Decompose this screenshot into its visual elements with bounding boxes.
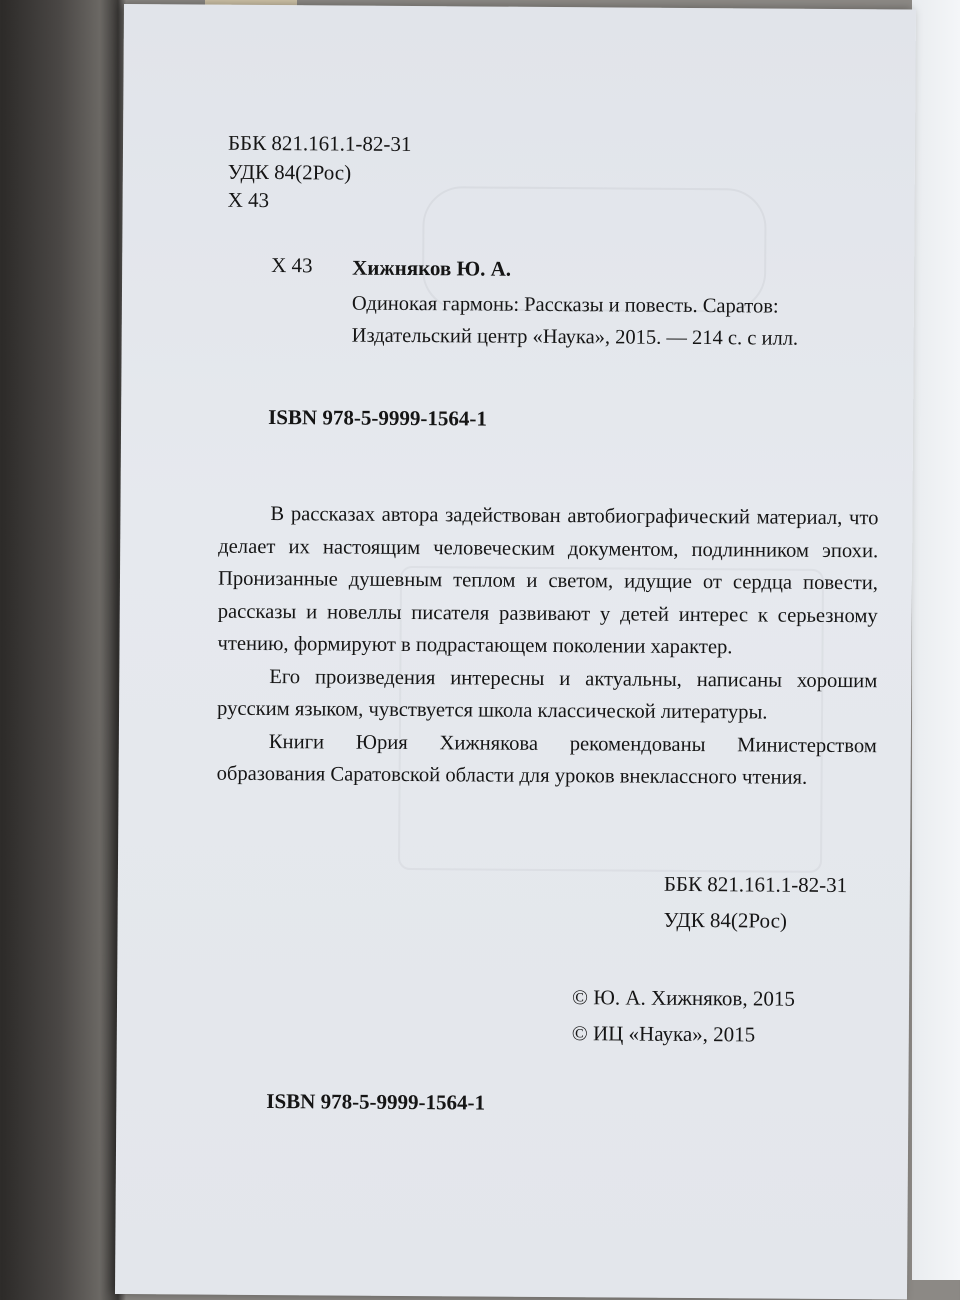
publisher-line: Издательский центр «Наука», 2015. — 214 с. с илл. [351, 324, 799, 350]
author-name: Хижняков Ю. А. [352, 255, 512, 281]
author-mark-top: Х 43 [227, 187, 270, 213]
author-mark-entry: Х 43 [271, 253, 313, 278]
udk-code-top: УДК 84(2Рос) [227, 159, 352, 185]
udk-code-bottom: УДК 84(2Рос) [663, 907, 788, 933]
annotation-paragraph-1: В рассказах автора задействован автобиографический материал, что делает их настоящим человеческим документом, подлинником эпохи. Пронизанные душевным теплом и светом, идущие от сердца повести, рассказы и новеллы писателя развивают у детей интерес к серьезному чтению, формируют в подрастающем поколении характер. [217, 503, 879, 659]
annotation-paragraph-2: Его произведения интересны и актуальны, написаны хорошим русским языком, чувствуется школа классической литературы. [217, 665, 878, 724]
annotation [217, 498, 879, 795]
title-line: Одинокая гармонь: Рассказы и повесть. Саратов: [351, 292, 779, 318]
bbk-code-top: ББК 821.161.1-82-31 [227, 130, 412, 157]
isbn-top: ISBN 978-5-9999-1564-1 [268, 405, 487, 431]
book-page [115, 4, 916, 1299]
copyright-author: © Ю. А. Хижняков, 2015 [571, 985, 795, 1011]
annotation-paragraph-3: Книги Юрия Хижнякова рекомендованы Министерством образования Саратовской области для уроков внеклассного чтения. [216, 730, 877, 789]
background-surface [912, 0, 960, 1280]
isbn-bottom: ISBN 978-5-9999-1564-1 [266, 1089, 486, 1115]
copyright-publisher: © ИЦ «Наука», 2015 [571, 1021, 756, 1047]
bbk-code-bottom: ББК 821.161.1-82-31 [663, 871, 848, 898]
